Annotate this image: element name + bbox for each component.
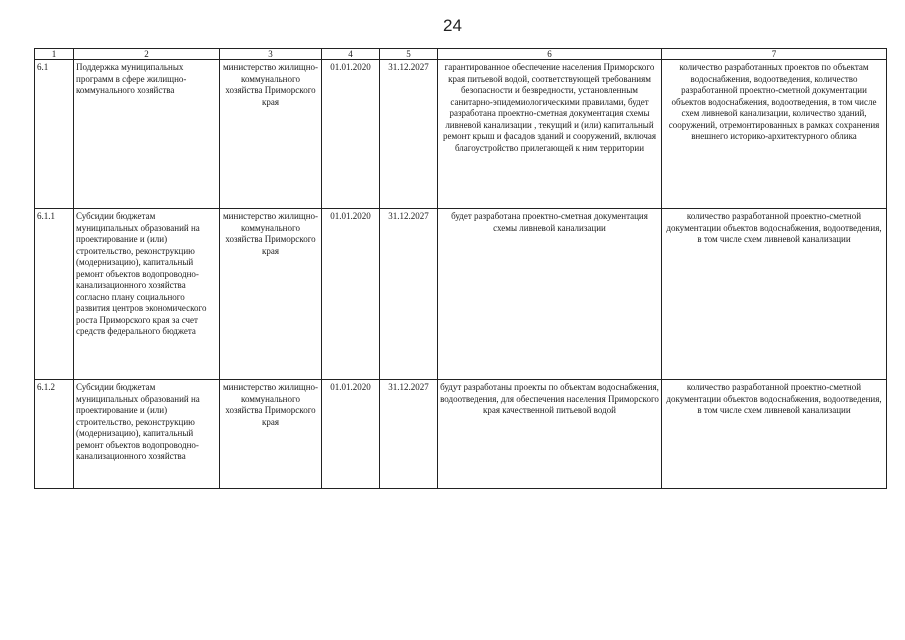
cell-number: 6.1 — [35, 60, 74, 209]
cell-end-date: 31.12.2027 — [380, 209, 438, 380]
column-header-4: 4 — [322, 49, 380, 60]
cell-indicator: количество разработанных проектов по объектам водоснабжения, водоотведения, количество разработанной проектно-сметной документации объектов водоснабжения, водоотведения, в том числе схем ливневой канализации, количество зданий, сооружений, отремонтированных в рамках сохранения внешнего историко-архитектурного облика — [662, 60, 887, 209]
program-activities-table — [34, 48, 887, 489]
column-header-5: 5 — [380, 49, 438, 60]
cell-executor: министерство жилищно-коммунального хозяйства Приморского края — [220, 209, 322, 380]
column-header-3: 3 — [220, 49, 322, 60]
cell-expected-result: гарантированное обеспечение населения Приморского края питьевой водой, соответствующей требованиям безопасности и безвредности, установленным санитарно-эпидемиологическими правилами, будет разработана проектно-сметная документация схемы ливневой канализации , текущий и (или) капитальный ремонт крыш и фасадов зданий и сооружений, включая благоустройство прилегающей к ним территории — [438, 60, 662, 209]
cell-activity-name: Субсидии бюджетам муниципальных образований на проектирование и (или) строительство, реконструкцию (модернизацию), капитальный ремонт объектов водопроводно-канализационного хозяйства согласно плану социального развития центров экономического роста Приморского края за счет средств федерального бюджета — [74, 209, 220, 380]
column-header-1: 1 — [35, 49, 74, 60]
cell-expected-result: будут разработаны проекты по объектам водоснабжения, водоотведения, для обеспечения населения Приморского края качественной питьевой водой — [438, 380, 662, 489]
column-header-2: 2 — [74, 49, 220, 60]
cell-start-date: 01.01.2020 — [322, 380, 380, 489]
cell-end-date: 31.12.2027 — [380, 60, 438, 209]
cell-indicator: количество разработанной проектно-сметной документации объектов водоснабжения, водоотведения, в том числе схем ливневой канализации — [662, 209, 887, 380]
column-header-6: 6 — [438, 49, 662, 60]
table-row — [35, 60, 887, 209]
cell-activity-name: Субсидии бюджетам муниципальных образований на проектирование и (или) строительство, реконструкцию (модернизацию), капитальный ремонт объектов водопроводно-канализационного хозяйства — [74, 380, 220, 489]
cell-start-date: 01.01.2020 — [322, 209, 380, 380]
table-body — [35, 60, 887, 489]
cell-executor: министерство жилищно-коммунального хозяйства Приморского края — [220, 380, 322, 489]
cell-number: 6.1.1 — [35, 209, 74, 380]
cell-number: 6.1.2 — [35, 380, 74, 489]
cell-executor: министерство жилищно-коммунального хозяйства Приморского края — [220, 60, 322, 209]
table-row — [35, 380, 887, 489]
cell-end-date: 31.12.2027 — [380, 380, 438, 489]
page-number: 24 — [443, 16, 462, 35]
table-header — [35, 49, 887, 60]
header-row — [35, 49, 887, 60]
cell-indicator: количество разработанной проектно-сметной документации объектов водоснабжения, водоотведения, в том числе схем ливневой канализации — [662, 380, 887, 489]
cell-expected-result: будет разработана проектно-сметная документация схемы ливневой канализации — [438, 209, 662, 380]
column-header-7: 7 — [662, 49, 887, 60]
table-row — [35, 209, 887, 380]
cell-start-date: 01.01.2020 — [322, 60, 380, 209]
cell-activity-name: Поддержка муниципальных программ в сфере жилищно-коммунального хозяйства — [74, 60, 220, 209]
